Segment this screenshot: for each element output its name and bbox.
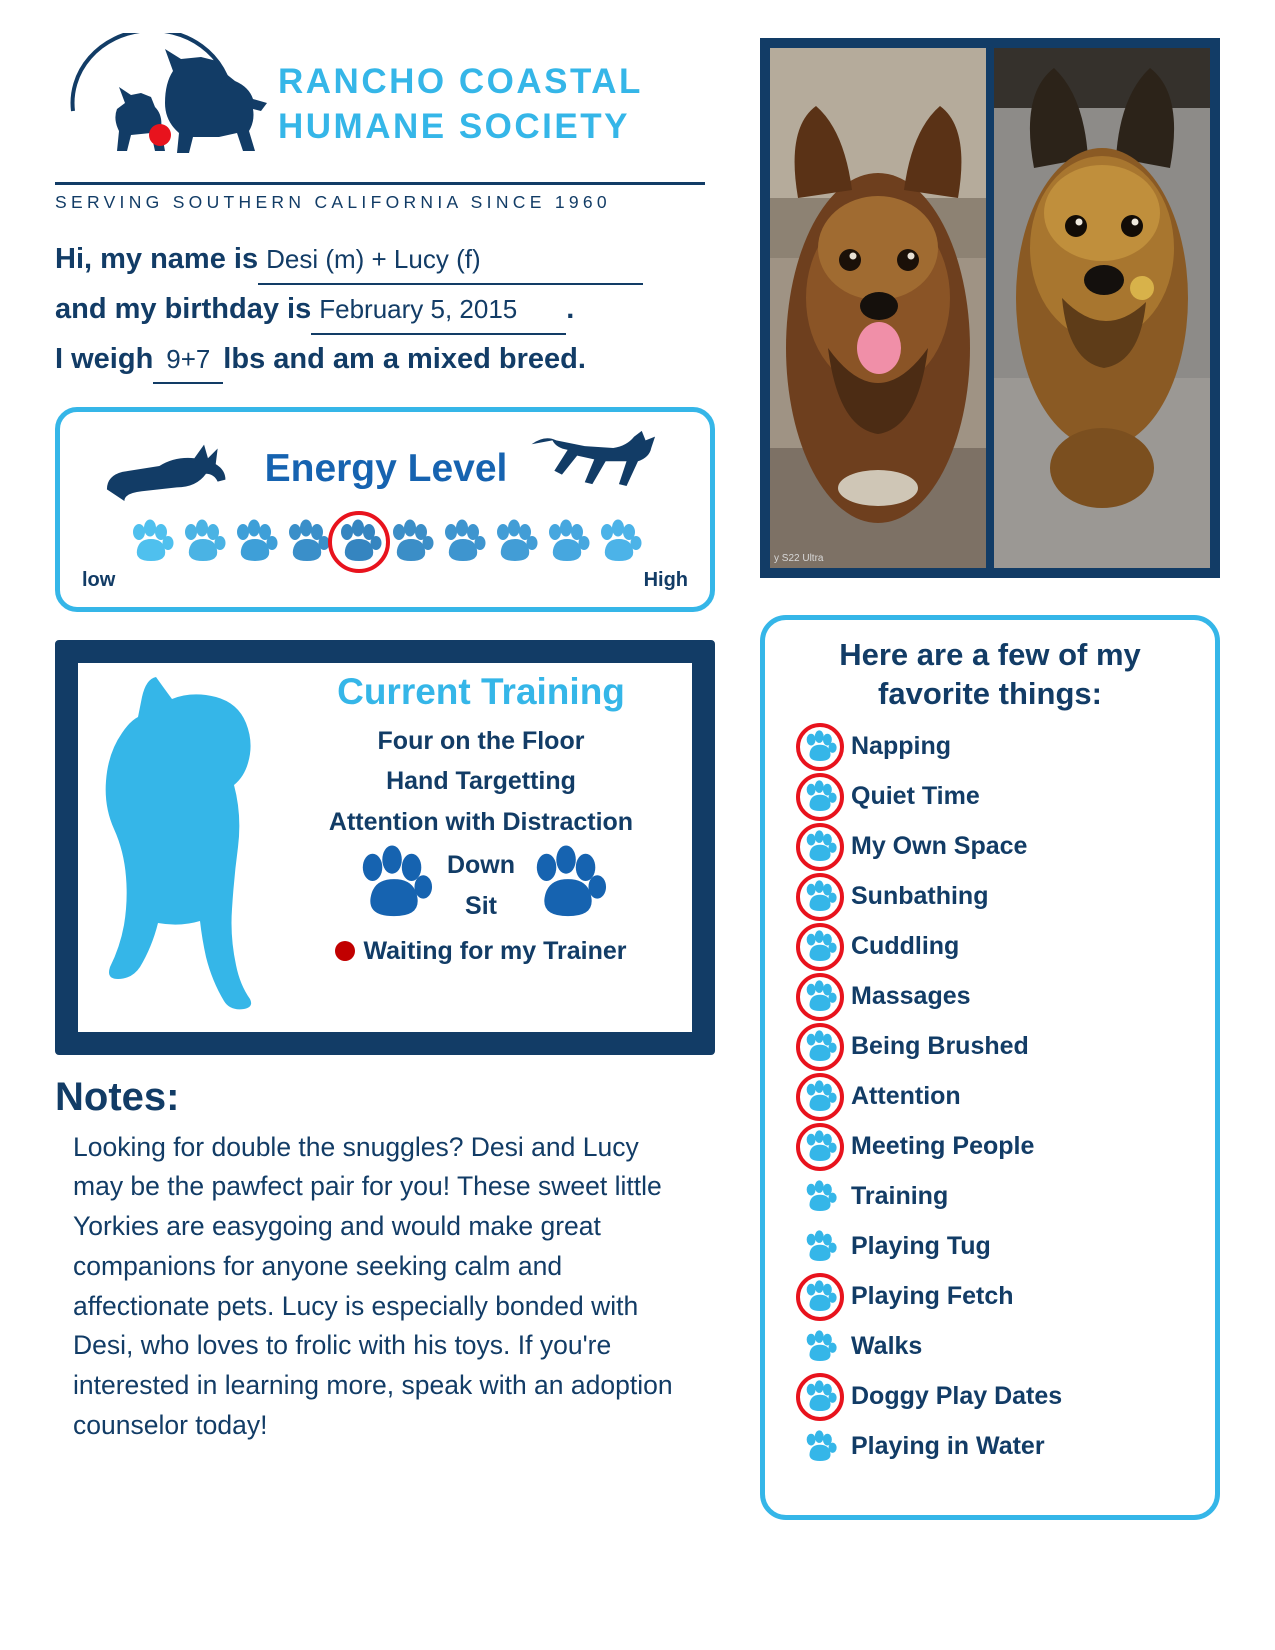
paw-icon [793, 1023, 847, 1071]
favorite-item-label: Massages [851, 982, 971, 1010]
favorite-item-label: My Own Space [851, 832, 1028, 860]
paw-icon-left [355, 844, 433, 927]
notes-title: Notes: [55, 1074, 180, 1119]
intro-birthday-label: and my birthday is [55, 292, 312, 325]
logo-wordmark [270, 60, 643, 150]
dog-cat-logo-icon [55, 33, 270, 178]
training-item-2: Hand Targetting [386, 767, 576, 796]
energy-paw[interactable] [388, 519, 434, 565]
paw-icon [793, 1123, 847, 1171]
favorite-things-list [779, 722, 1201, 1472]
favorite-item[interactable] [779, 972, 1201, 1022]
favorite-item[interactable] [779, 822, 1201, 872]
energy-high-label: High [643, 568, 688, 591]
favorite-item[interactable] [779, 1072, 1201, 1122]
training-item-3: Attention with Distraction [328, 807, 634, 836]
favorite-item-label: Quiet Time [851, 782, 980, 810]
energy-paw[interactable] [284, 519, 330, 565]
intro-weight-row [55, 335, 715, 385]
energy-paw[interactable] [544, 519, 590, 565]
favorite-item[interactable] [779, 1122, 1201, 1172]
paw-icon [793, 923, 847, 971]
energy-selection-ring [328, 511, 390, 573]
favorite-item-label: Napping [851, 732, 951, 760]
pet-birthday-value: February 5, 2015 [311, 287, 566, 335]
pet-photo-right [994, 48, 1210, 568]
energy-paw-scale [76, 519, 694, 565]
selection-ring-icon [796, 1123, 844, 1171]
favorite-item[interactable] [779, 1322, 1201, 1372]
training-item-5: Sit [465, 891, 497, 920]
intro-name-row [55, 235, 715, 285]
paw-icon [793, 1423, 847, 1471]
selection-ring-icon [796, 1073, 844, 1121]
paw-icon [793, 973, 847, 1021]
selection-ring-icon [796, 823, 844, 871]
energy-paw[interactable] [180, 519, 226, 565]
selection-ring-icon [796, 1273, 844, 1321]
pet-name-value: Desi (m) + Lucy (f) [258, 237, 643, 285]
paw-icon [793, 873, 847, 921]
favorite-item-label: Attention [851, 1082, 961, 1110]
paw-icon [793, 1373, 847, 1421]
training-commands [447, 845, 515, 926]
energy-paw[interactable] [128, 519, 174, 565]
favorite-things-panel [760, 615, 1220, 1520]
current-training-inner [78, 663, 692, 1032]
pet-photo-left [770, 48, 986, 568]
selection-ring-icon [796, 923, 844, 971]
energy-level-panel [55, 407, 715, 612]
intro-name-label: Hi, my name is [55, 243, 259, 275]
photo-watermark: y S22 Ultra [774, 553, 824, 564]
favorite-item[interactable] [779, 1022, 1201, 1072]
org-tagline: SERVING SOUTHERN CALIFORNIA SINCE 1960 [55, 192, 611, 212]
favorite-item-label: Playing in Water [851, 1432, 1045, 1460]
favorite-item[interactable] [779, 1172, 1201, 1222]
selection-ring-icon [796, 1373, 844, 1421]
energy-level-title: Energy Level [264, 447, 508, 491]
selection-ring-icon [796, 873, 844, 921]
favorite-things-title: Here are a few of my favorite things: [839, 637, 1141, 711]
energy-paw[interactable] [440, 519, 486, 565]
paw-icon [793, 773, 847, 821]
favorite-item[interactable] [779, 1372, 1201, 1422]
running-dog-icon [525, 429, 673, 510]
red-bullet-icon [335, 941, 355, 961]
paw-icon [793, 1323, 847, 1371]
favorite-item-label: Walks [851, 1332, 923, 1360]
organization-logo [55, 30, 715, 180]
intro-birthday-row [55, 285, 715, 335]
energy-header [76, 422, 694, 517]
pet-weight-value: 9+7 [153, 337, 223, 385]
intro-weight-label: I weigh [55, 342, 154, 375]
favorite-item[interactable] [779, 922, 1201, 972]
training-item-1: Four on the Floor [377, 726, 585, 755]
pet-photo-frame [760, 38, 1220, 578]
selection-ring-icon [796, 973, 844, 1021]
energy-paw[interactable] [232, 519, 278, 565]
pet-photo-pair [770, 48, 1210, 568]
intro-block [55, 235, 715, 385]
intro-period: . [566, 292, 575, 325]
energy-paw-selected[interactable] [336, 519, 382, 565]
selection-ring-icon [796, 1023, 844, 1071]
favorite-item[interactable] [779, 1422, 1201, 1472]
current-training-panel [55, 640, 715, 1055]
favorite-item-label: Cuddling [851, 932, 960, 960]
favorite-item-label: Sunbathing [851, 882, 989, 910]
org-name-line-2: HUMANE SOCIETY [278, 107, 630, 146]
org-name-line-1: RANCHO COASTAL [278, 62, 643, 102]
logo-divider [55, 182, 705, 185]
favorite-item-label: Playing Fetch [851, 1282, 1014, 1310]
training-title: Current Training [337, 670, 625, 712]
training-mid-row [278, 844, 684, 927]
favorite-item[interactable] [779, 722, 1201, 772]
waiting-for-trainer-row [278, 931, 684, 972]
paw-icon [793, 1273, 847, 1321]
paw-icon [793, 1173, 847, 1221]
paw-icon [793, 1223, 847, 1271]
paw-icon [793, 1073, 847, 1121]
notes-body: Looking for double the snuggles? Desi and Lucy may be the pawfect pair for you! These sweet little Yorkies are easygoing and would make great companions for anyone seeking calm and affectionate pets. Lucy is especially bonded with Desi, who loves to frolic with his toys. If you're interested in learning more, speak with an adoption counselor today! [73, 1131, 673, 1440]
paw-icon-right [529, 844, 607, 927]
favorite-item[interactable] [779, 872, 1201, 922]
favorite-item[interactable] [779, 1222, 1201, 1272]
waiting-for-trainer-label: Waiting for my Trainer [363, 937, 627, 966]
lying-dog-icon [97, 433, 247, 506]
intro-weight-suffix: lbs and am a mixed breed. [223, 342, 586, 375]
selection-ring-icon [796, 723, 844, 771]
favorite-item-label: Being Brushed [851, 1032, 1029, 1060]
favorite-item[interactable] [779, 772, 1201, 822]
energy-scale-labels [76, 569, 694, 592]
paw-icon [793, 723, 847, 771]
favorite-item-label: Training [851, 1182, 949, 1210]
training-item-4: Down [446, 851, 516, 880]
favorite-item-label: Meeting People [851, 1132, 1035, 1160]
favorite-item-label: Doggy Play Dates [851, 1382, 1063, 1410]
energy-low-label: low [82, 568, 116, 591]
training-content [278, 671, 684, 972]
favorite-item[interactable] [779, 1272, 1201, 1322]
energy-paw[interactable] [596, 519, 642, 565]
left-column [55, 30, 715, 1446]
energy-paw[interactable] [492, 519, 538, 565]
favorite-item-label: Playing Tug [851, 1232, 991, 1260]
paw-icon [793, 823, 847, 871]
selection-ring-icon [796, 773, 844, 821]
